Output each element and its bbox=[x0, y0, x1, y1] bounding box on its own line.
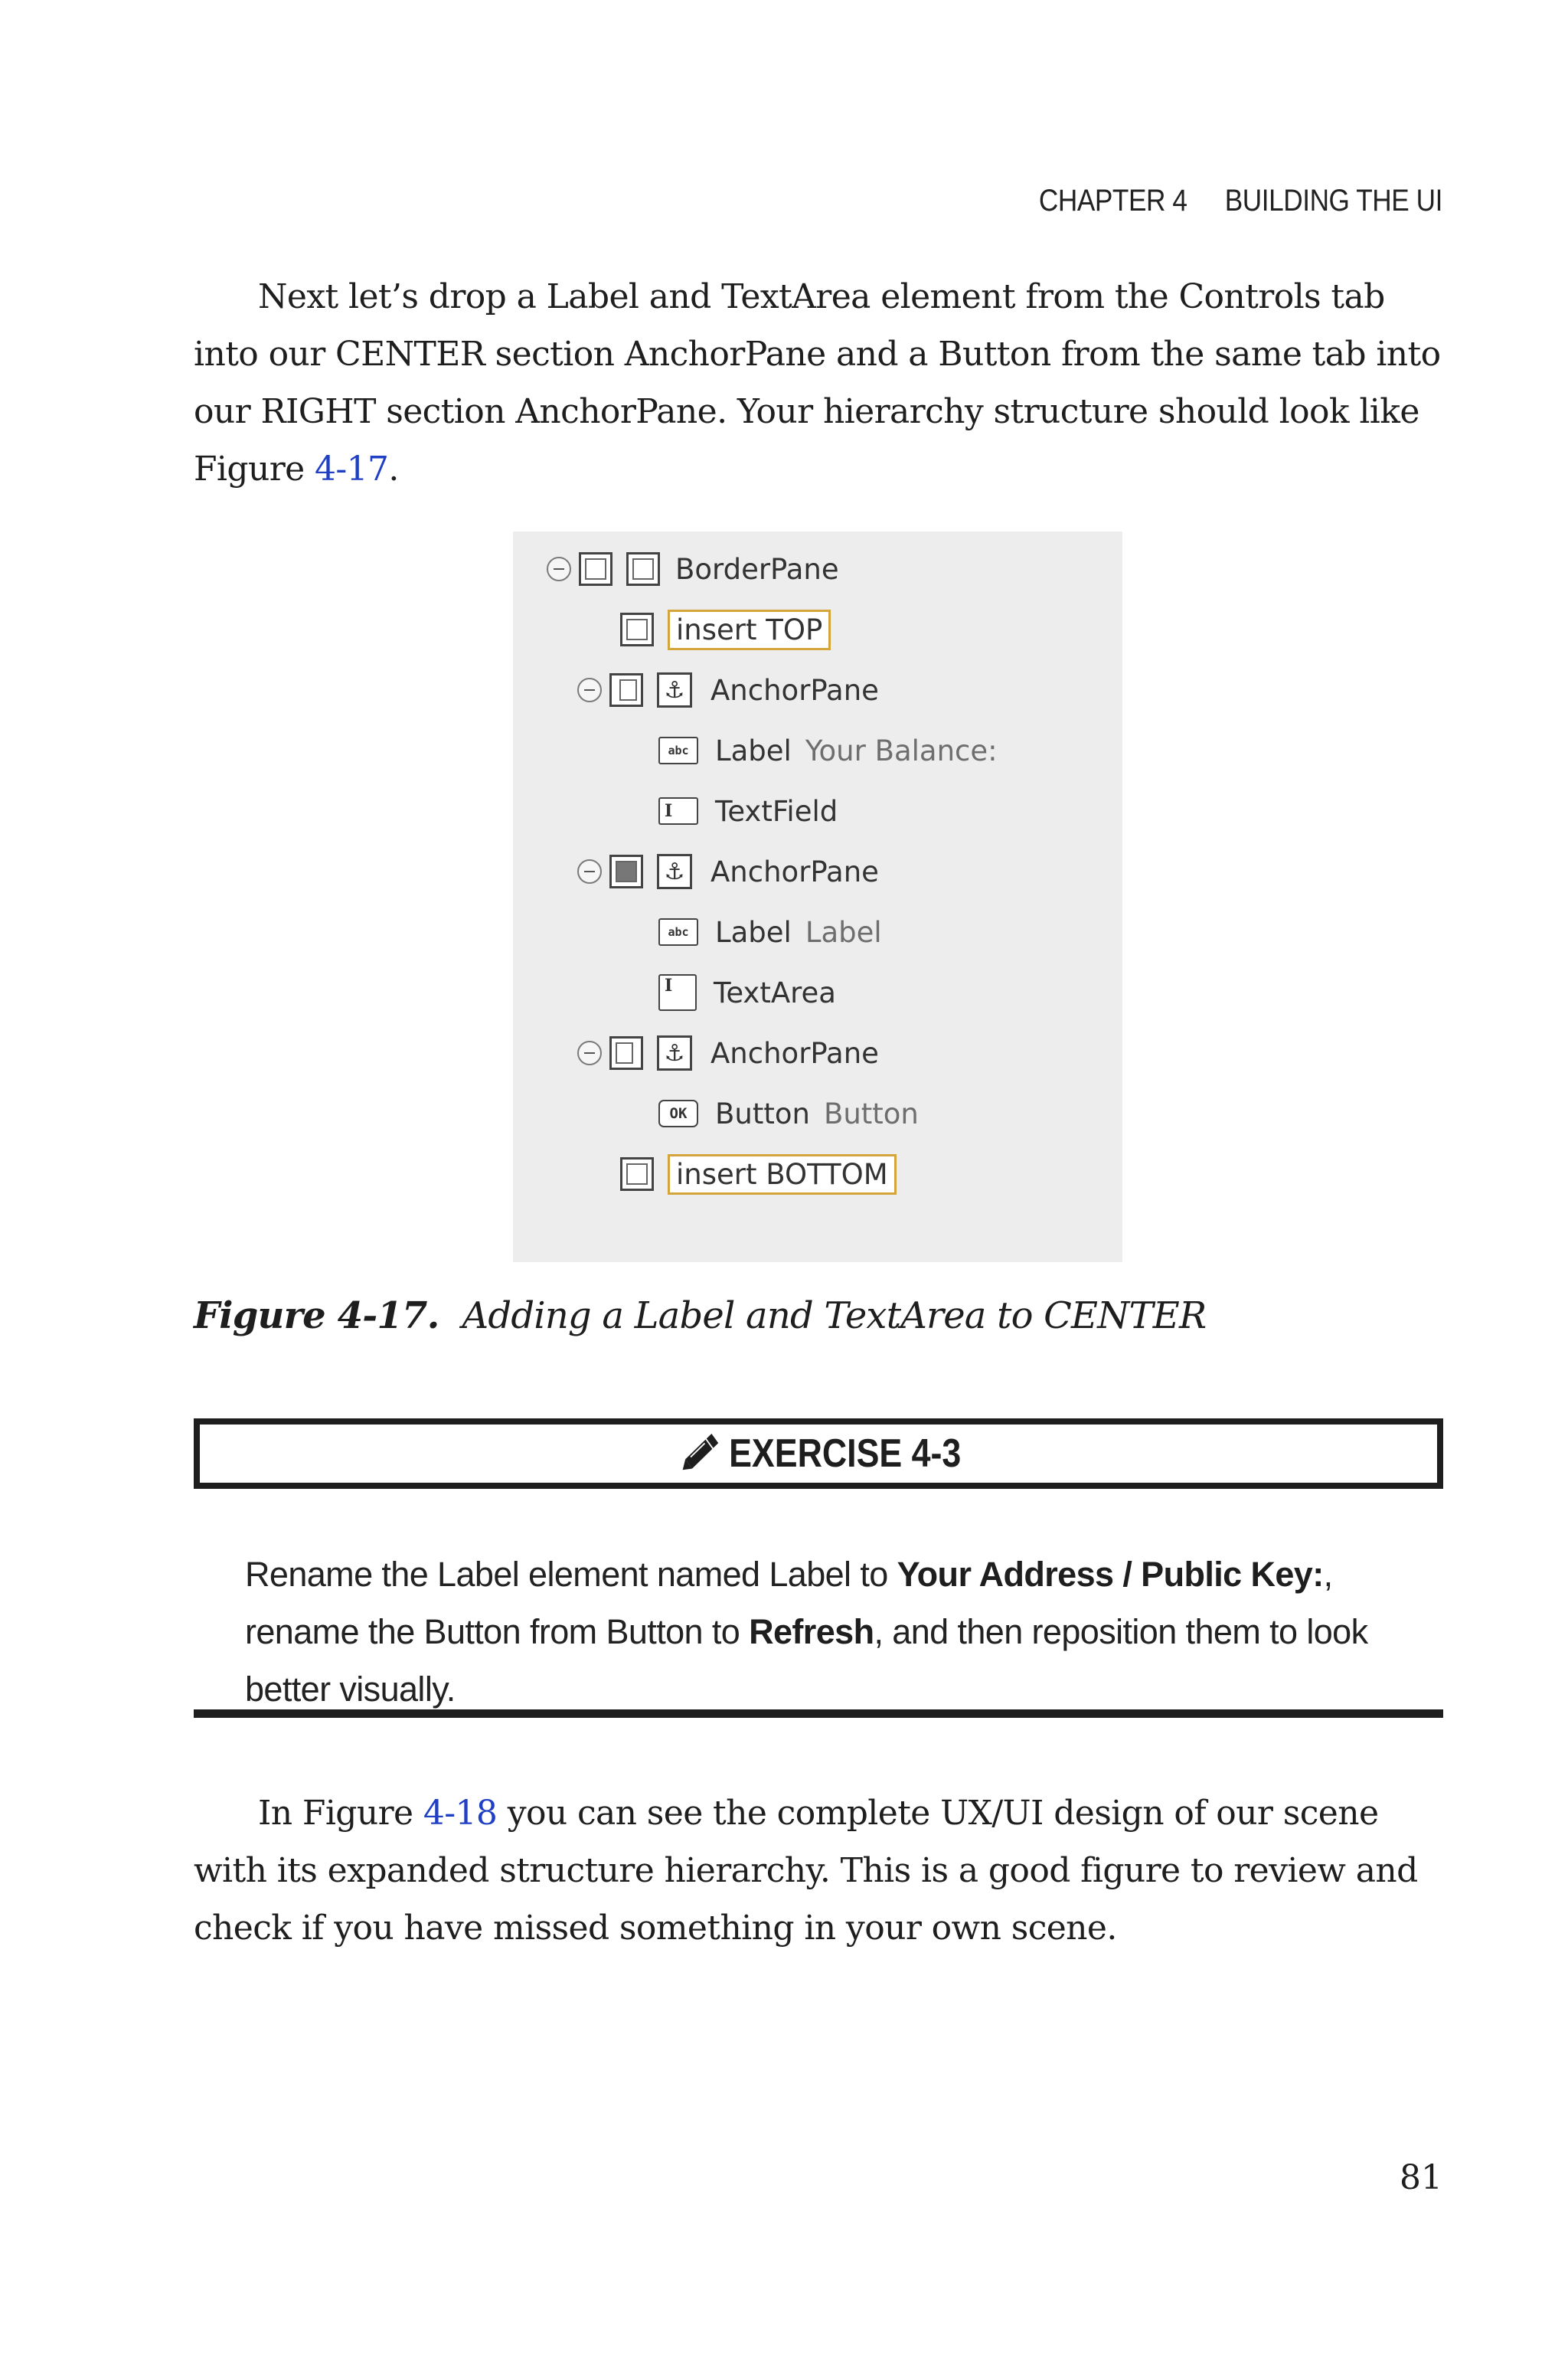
exercise-bottom-rule bbox=[194, 1709, 1443, 1718]
insert-top-slot[interactable]: insert TOP bbox=[668, 610, 831, 650]
insert-bottom-icon bbox=[620, 1157, 654, 1191]
insert-bottom-slot[interactable]: insert BOTTOM bbox=[668, 1154, 897, 1195]
textfield-control-icon: I bbox=[658, 797, 698, 825]
anchor-icon: ⚓ bbox=[657, 854, 692, 889]
anchor-icon: ⚓ bbox=[657, 672, 692, 708]
textarea-control-icon: I bbox=[658, 974, 697, 1011]
figure-number: Figure 4-17. bbox=[194, 1294, 439, 1337]
paragraph-text: Next let’s drop a Label and TextArea element from the Controls tab into our CENTER section AnchorPane and a Button from the same tab into our RIGHT section AnchorPane. Your hierarchy structure should look like Figure bbox=[194, 277, 1441, 489]
tree-node-label: TextField bbox=[715, 794, 838, 828]
tree-node-value: Button bbox=[823, 1097, 919, 1130]
body-paragraph bbox=[194, 1784, 1449, 1957]
borderpane-layout-icon bbox=[579, 552, 612, 586]
collapse-icon[interactable] bbox=[577, 1041, 602, 1065]
tree-row-anchorpane-center[interactable] bbox=[577, 851, 879, 892]
exercise-text: Rename the Label element named Label to bbox=[245, 1555, 897, 1594]
pencil-icon bbox=[676, 1431, 722, 1477]
insert-top-icon bbox=[620, 613, 654, 646]
exercise-bold-address: Your Address / Public Key: bbox=[897, 1555, 1324, 1594]
figure-caption-text: Adding a Label and TextArea to CENTER bbox=[462, 1294, 1207, 1337]
tree-row-button[interactable] bbox=[658, 1093, 919, 1134]
body-paragraph bbox=[194, 268, 1449, 498]
collapse-icon[interactable] bbox=[577, 859, 602, 884]
collapse-icon[interactable] bbox=[547, 557, 571, 581]
tree-row-label[interactable] bbox=[658, 911, 882, 953]
anchor-icon: ⚓ bbox=[657, 1035, 692, 1071]
figure-reference-link[interactable]: 4-17 bbox=[314, 450, 389, 489]
tree-node-value: Label bbox=[805, 915, 882, 949]
label-control-icon: abc bbox=[658, 918, 698, 946]
exercise-body bbox=[245, 1546, 1424, 1718]
paragraph-text-end: . bbox=[388, 450, 399, 489]
tree-row-anchorpane-right[interactable] bbox=[577, 1032, 879, 1074]
tree-row-textfield[interactable] bbox=[658, 790, 838, 832]
paragraph-text-end: you can see the complete UX/UI design of our scene with its expanded structure hierarchy. This is a good figure to review and check if you have missed something in your own scene. bbox=[194, 1794, 1418, 1948]
tree-node-label: BorderPane bbox=[675, 552, 839, 586]
exercise-header bbox=[194, 1418, 1443, 1489]
figure-caption bbox=[194, 1294, 1206, 1337]
chapter-label: CHAPTER 4 bbox=[1038, 184, 1187, 218]
exercise-text: , rename the Button from Button to bbox=[245, 1555, 1333, 1651]
tree-row-insert-top[interactable] bbox=[620, 609, 831, 650]
paragraph-text: In Figure bbox=[258, 1794, 423, 1833]
button-control-icon: OK bbox=[658, 1100, 698, 1127]
label-control-icon: abc bbox=[658, 737, 698, 764]
exercise-title: EXERCISE 4-3 bbox=[728, 1431, 962, 1476]
figure-reference-link[interactable]: 4-18 bbox=[423, 1794, 498, 1833]
tree-row-label-balance[interactable] bbox=[658, 730, 998, 771]
exercise-bold-refresh: Refresh bbox=[749, 1612, 874, 1651]
chapter-title: BUILDING THE UI bbox=[1224, 184, 1442, 218]
page-number: 81 bbox=[1400, 2158, 1442, 2197]
tree-node-label: Label bbox=[715, 734, 792, 767]
tree-row-insert-bottom[interactable] bbox=[620, 1153, 897, 1195]
hierarchy-figure bbox=[513, 532, 1122, 1262]
tree-node-label: AnchorPane bbox=[710, 673, 879, 707]
left-region-icon bbox=[609, 673, 643, 707]
running-head bbox=[1039, 184, 1442, 218]
borderpane-icon bbox=[626, 552, 660, 586]
tree-row-borderpane[interactable] bbox=[547, 548, 839, 590]
tree-node-label: AnchorPane bbox=[710, 855, 879, 888]
tree-node-label: Button bbox=[715, 1097, 810, 1130]
tree-node-label: AnchorPane bbox=[710, 1036, 879, 1070]
collapse-icon[interactable] bbox=[577, 678, 602, 702]
right-region-icon bbox=[609, 1036, 643, 1070]
tree-row-anchorpane-left[interactable] bbox=[577, 669, 879, 711]
tree-node-label: Label bbox=[715, 915, 792, 949]
tree-node-label: TextArea bbox=[714, 976, 836, 1009]
tree-node-value: Your Balance: bbox=[805, 734, 998, 767]
exercise-text: , and then reposition them to look better visually. bbox=[245, 1612, 1368, 1709]
tree-row-textarea[interactable] bbox=[658, 972, 836, 1013]
center-region-icon bbox=[609, 855, 643, 888]
